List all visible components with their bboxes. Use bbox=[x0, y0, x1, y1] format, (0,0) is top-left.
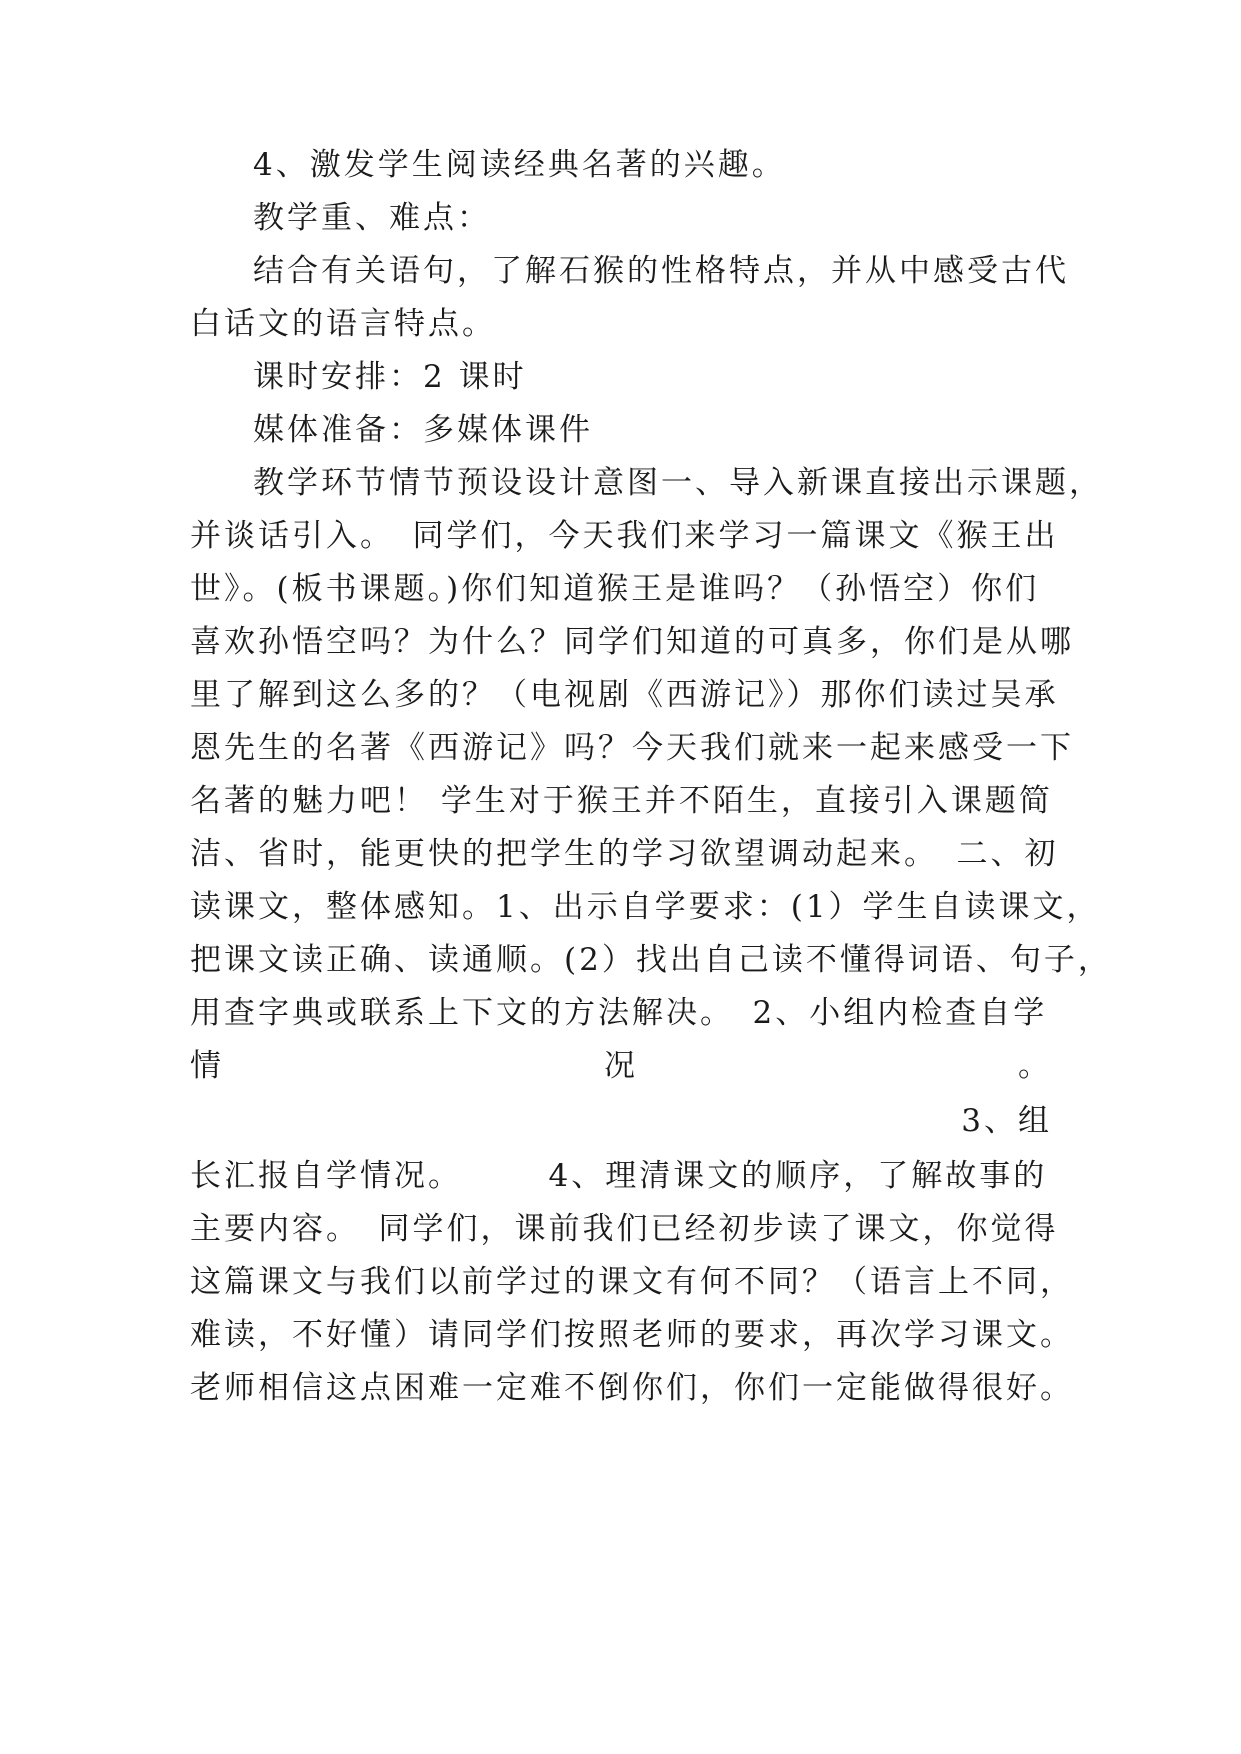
paragraph-line: 世》。(板书课题。)你们知道猴王是谁吗？（孙悟空）你们 bbox=[190, 571, 1040, 607]
paragraph-line: 里了解到这么多的？（电视剧《西游记》）那你们读过吴承 bbox=[190, 677, 1059, 713]
paragraph-line: 把课文读正确、读通顺。(2）找出自己读不懂得词语、句子， bbox=[190, 942, 1112, 978]
justified-line bbox=[190, 1043, 1052, 1089]
paragraph-line: 课时安排：2 课时 bbox=[253, 359, 527, 395]
paragraph-line: 读课文，整体感知。1、出示自学要求：(1）学生自读课文， bbox=[190, 889, 1101, 925]
paragraph-line: 媒体准备：多媒体课件 bbox=[253, 412, 593, 448]
justified-char: 。 bbox=[1018, 1048, 1052, 1084]
paragraph-line: 主要内容。 同学们，课前我们已经初步读了课文，你觉得 bbox=[190, 1211, 1059, 1247]
paragraph-line: 恩先生的名著《西游记》吗？今天我们就来一起来感受一下 bbox=[190, 730, 1074, 766]
paragraph-line: 用查字典或联系上下文的方法解决。 2、小组内检查自学 bbox=[190, 995, 1048, 1031]
section-heading: 教学重、难点： bbox=[253, 200, 491, 236]
paragraph-line: 并谈话引入。 同学们，今天我们来学习一篇课文《猴王出 bbox=[190, 518, 1059, 554]
paragraph-line: 结合有关语句，了解石猴的性格特点，并从中感受古代 bbox=[253, 253, 1069, 289]
paragraph-line: 喜欢孙悟空吗？为什么？同学们知道的可真多，你们是从哪 bbox=[190, 624, 1074, 660]
paragraph-line: 3、组 bbox=[961, 1103, 1052, 1139]
justified-char: 况 bbox=[604, 1048, 638, 1084]
paragraph-line: 洁、省时，能更快的把学生的学习欲望调动起来。 二、初 bbox=[190, 836, 1059, 872]
justified-char: 情 bbox=[190, 1048, 224, 1084]
paragraph-line: 老师相信这点困难一定难不倒你们，你们一定能做得很好。 bbox=[190, 1370, 1074, 1406]
paragraph-line: 难读，不好懂）请同学们按照老师的要求，再次学习课文。 bbox=[190, 1317, 1074, 1353]
paragraph-line: 教学环节情节预设设计意图一、导入新课直接出示课题， bbox=[253, 465, 1103, 501]
paragraph-line: 4、激发学生阅读经典名著的兴趣。 bbox=[253, 147, 786, 183]
paragraph-line: 名著的魅力吧！ 学生对于猴王并不陌生，直接引入课题简 bbox=[190, 783, 1053, 819]
paragraph-line: 白话文的语言特点。 bbox=[190, 306, 496, 342]
paragraph-line: 长汇报自学情况。 4、理清课文的顺序，了解故事的 bbox=[190, 1158, 1048, 1194]
paragraph-line: 这篇课文与我们以前学过的课文有何不同？（语言上不同， bbox=[190, 1264, 1074, 1300]
